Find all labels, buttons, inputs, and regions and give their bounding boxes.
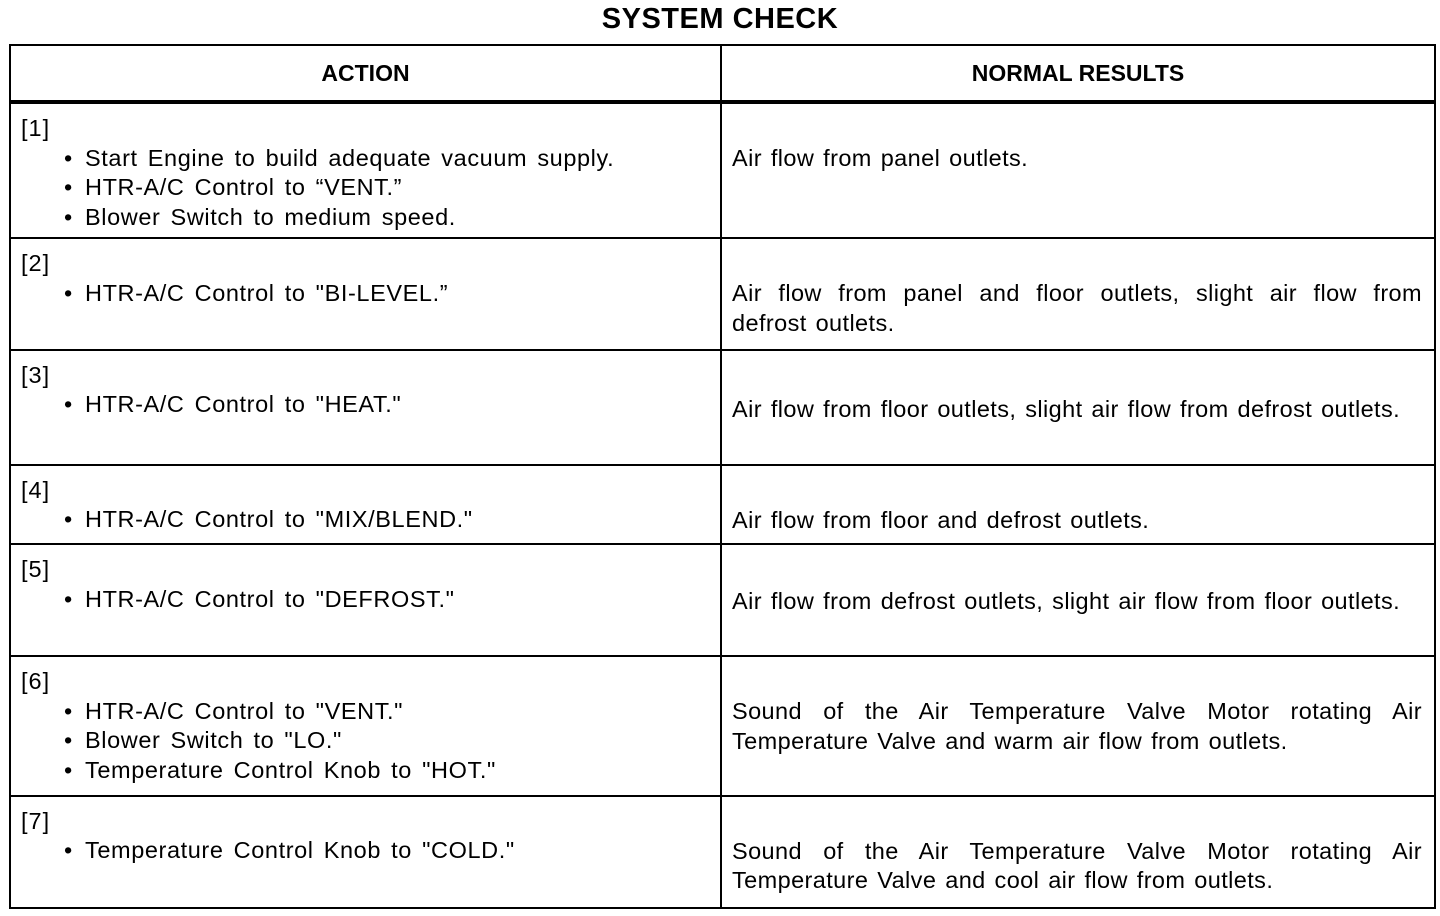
table-row	[10, 350, 1435, 465]
result-text: Sound of the Air Temperature Valve Motor rotating Air Temperature Valve and cool air flow from outlets.	[732, 837, 1422, 894]
table-header-row	[10, 45, 1435, 102]
result-text: Air flow from defrost outlets, slight air flow from floor outlets.	[732, 588, 1401, 615]
result-text: Air flow from floor and defrost outlets.	[732, 506, 1150, 533]
step-number: [2]	[21, 250, 51, 277]
action-item: • HTR-A/C Control to "DEFROST."	[64, 585, 710, 615]
result-text: Air flow from panel outlets.	[732, 145, 1029, 171]
result-cell	[721, 465, 1435, 544]
action-item: • HTR-A/C Control to "MIX/BLEND."	[64, 505, 710, 535]
action-list	[21, 836, 710, 866]
table-row	[10, 102, 1435, 238]
step-number: [7]	[21, 807, 51, 834]
step-number: [3]	[21, 361, 51, 388]
action-item: • HTR-A/C Control to “VENT.”	[64, 173, 710, 203]
page-title: SYSTEM CHECK	[601, 3, 839, 35]
action-cell	[10, 544, 721, 656]
result-cell	[721, 238, 1435, 349]
action-list	[21, 144, 710, 233]
action-cell	[10, 465, 721, 544]
step-number: [4]	[21, 476, 51, 503]
action-item: • Blower Switch to "LO."	[64, 726, 710, 756]
action-list	[21, 279, 710, 309]
action-item: • HTR-A/C Control to "HEAT."	[64, 390, 710, 420]
action-list	[21, 585, 710, 615]
action-item: • Start Engine to build adequate vacuum supply.	[64, 144, 710, 174]
action-column-header: ACTION	[10, 45, 721, 102]
result-text: Air flow from floor outlets, slight air flow from defrost outlets.	[732, 395, 1401, 422]
action-item: • HTR-A/C Control to "VENT."	[64, 697, 710, 727]
action-item: • Temperature Control Knob to "HOT."	[64, 756, 710, 786]
action-list	[21, 390, 710, 420]
normal-results-column-header: NORMAL RESULTS	[721, 45, 1435, 102]
table-row	[10, 238, 1435, 349]
action-item: • Temperature Control Knob to "COLD."	[64, 836, 710, 866]
action-cell	[10, 102, 721, 238]
action-item: • HTR-A/C Control to "BI-LEVEL.”	[64, 279, 710, 309]
result-cell	[721, 544, 1435, 656]
result-cell	[721, 350, 1435, 465]
result-text: Sound of the Air Temperature Valve Motor rotating Air Temperature Valve and warm air flow from outlets.	[732, 698, 1422, 754]
table-row	[10, 796, 1435, 908]
action-cell	[10, 238, 721, 349]
action-cell	[10, 350, 721, 465]
action-cell	[10, 796, 721, 908]
action-item: • Blower Switch to medium speed.	[64, 203, 710, 233]
result-text: Air flow from panel and floor outlets, slight air flow from defrost outlets.	[732, 280, 1422, 336]
action-list	[21, 697, 710, 786]
table-row	[10, 465, 1435, 544]
system-check-table	[9, 44, 1436, 909]
result-cell	[721, 796, 1435, 908]
table-row	[10, 656, 1435, 795]
action-list	[21, 505, 710, 535]
result-cell	[721, 102, 1435, 238]
result-cell	[721, 656, 1435, 795]
step-number: [6]	[21, 668, 51, 695]
action-cell	[10, 656, 721, 795]
table-row	[10, 544, 1435, 656]
step-number: [5]	[21, 556, 51, 583]
step-number: [1]	[21, 115, 51, 141]
